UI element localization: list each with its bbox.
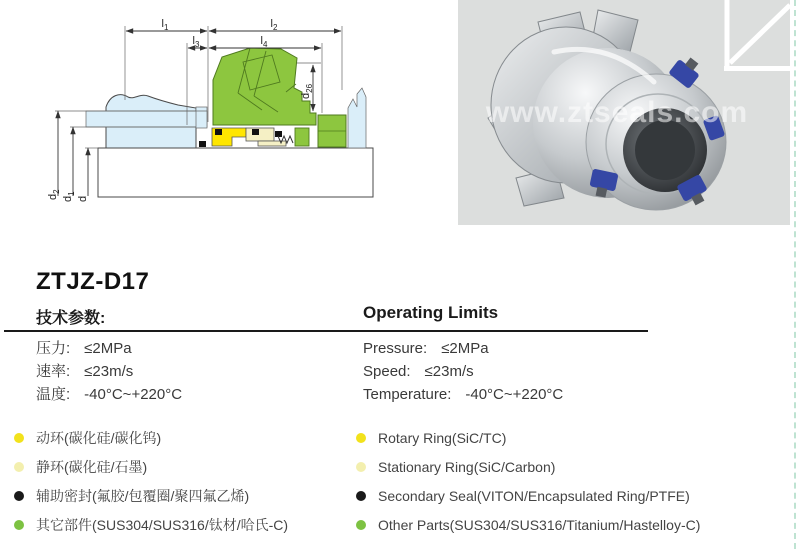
bullet-icon <box>356 520 366 530</box>
spec-row: 压力: ≤2MPa <box>36 340 132 357</box>
material-item: Stationary Ring(SiC/Carbon) <box>356 457 700 477</box>
dim-l4: $l_4$ <box>260 35 268 49</box>
drive-collar <box>295 128 309 146</box>
material-item: 静环(碳化硅/石墨) <box>14 457 288 477</box>
bullet-icon <box>356 433 366 443</box>
material-item: 辅助密封(氟胶/包覆圈/聚四氟乙烯) <box>14 486 288 506</box>
dim-d26: $d_{26}$ <box>300 83 314 99</box>
material-item: 动环(碳化硅/碳化钨) <box>14 428 288 448</box>
material-item: Rotary Ring(SiC/TC) <box>356 428 700 448</box>
bullet-icon <box>14 491 24 501</box>
bullet-icon <box>356 491 366 501</box>
bullet-icon <box>14 433 24 443</box>
sleeve-step <box>196 107 207 128</box>
product-photo <box>458 0 790 225</box>
spec-row: Pressure: ≤2MPa <box>363 340 489 357</box>
product-title: ZTJZ-D17 <box>36 268 150 295</box>
dim-d: d <box>77 195 89 202</box>
bullet-icon <box>356 462 366 472</box>
material-item: Other Parts(SUS304/SUS316/Titanium/Hastelloy-C) <box>356 515 700 535</box>
materials-list-en <box>356 428 700 544</box>
materials-list-zh <box>14 428 288 544</box>
spec-row: 速率: ≤23m/s <box>36 363 134 380</box>
shaft-sleeve <box>86 111 207 127</box>
shaft-break <box>348 88 366 148</box>
technical-drawing <box>0 0 460 262</box>
spec-row: Temperature: -40°C~+220°C <box>363 386 564 403</box>
dim-d2: $d_2$ <box>47 189 61 200</box>
spec-row: Speed: ≤23m/s <box>363 363 474 380</box>
page-edge-dashed-line <box>794 0 796 549</box>
specs-table-en <box>363 337 563 406</box>
dim-l2: $l_2$ <box>270 18 278 32</box>
housing-base <box>98 148 373 197</box>
specs-table-zh <box>36 337 182 406</box>
stationary-ring <box>246 128 274 141</box>
material-item: Secondary Seal(VITON/Encapsulated Ring/PTFE) <box>356 486 700 506</box>
specs-heading-zh: 技术参数: <box>36 310 106 327</box>
dim-l3: $l_3$ <box>192 35 200 49</box>
bullet-icon <box>14 520 24 530</box>
dim-d1: $d_1$ <box>62 191 76 202</box>
dim-l1: $l_1$ <box>161 18 169 32</box>
section-divider <box>4 330 648 332</box>
material-item: 其它部件(SUS304/SUS316/钛材/哈氏-C) <box>14 515 288 535</box>
watermark-text: www.ztseals.com <box>485 96 749 129</box>
specs-heading-en: Operating Limits <box>363 303 499 322</box>
spec-row: 温度: -40°C~+220°C <box>36 386 183 403</box>
bullet-icon <box>14 462 24 472</box>
